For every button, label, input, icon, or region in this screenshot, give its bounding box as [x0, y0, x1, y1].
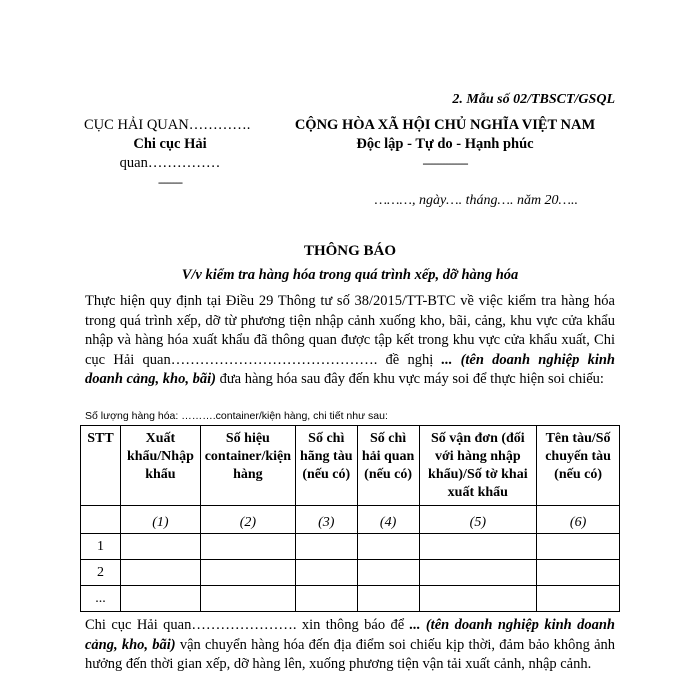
table-row [81, 560, 620, 586]
column-number: (1) [120, 506, 200, 534]
closing-italic: ... (tên doanh nghiệp kinh doanh cảng, kho, bãi) [85, 617, 615, 653]
table-cell [537, 586, 620, 612]
table-cell [357, 534, 419, 560]
column-number-row [81, 506, 620, 534]
quantity-line: Số lượng hàng hóa: ……….container/kiện hàng, chi tiết như sau: [85, 410, 388, 422]
table-header-row [81, 426, 620, 506]
closing-paragraph [85, 616, 615, 675]
table-cell [419, 586, 537, 612]
closing-text-2: vận chuyển hàng hóa đến địa điểm soi chiếu kịp thời, đảm bảo không ảnh hưởng đến thời gian xếp, dỡ hàng lên, xuống phương tiện vận tải xuất cảnh, nhập cảnh. [85, 636, 615, 672]
header-import-export: Xuất khẩu/Nhập khẩu [120, 426, 200, 506]
column-number [81, 506, 121, 534]
column-number: (2) [200, 506, 295, 534]
column-number: (5) [419, 506, 537, 534]
form-number: 2. Mẫu số 02/TBSCT/GSQL [452, 92, 615, 107]
agency-separator: -------- [158, 175, 182, 189]
closing-text-1: Chi cục Hải quan…………………. xin thông báo để [85, 617, 410, 633]
table-cell [200, 586, 295, 612]
table-cell [120, 586, 200, 612]
table-cell [200, 560, 295, 586]
agency-header [60, 116, 280, 192]
sub-agency-name: Chi cục Hải [133, 136, 207, 152]
table-cell [537, 534, 620, 560]
agency-name: CỤC HẢI QUAN…………. [84, 117, 251, 133]
row-number: ... [81, 586, 121, 612]
header-container-number: Số hiệu container/kiện hàng [200, 426, 295, 506]
table-cell [357, 560, 419, 586]
table-cell [120, 560, 200, 586]
table-row [81, 534, 620, 560]
intro-text-1: Thực hiện quy định tại Điều 29 Thông tư số 38/2015/TT-BTC về việc kiểm tra hàng hóa trong quá trình xếp, dỡ từ phương tiện nhập cảnh xuống kho, bãi, cảng, khu vực cửa khẩu nhập và hàng hóa xuất khẩu đã thông quan được tập kết trong khu vực cửa khẩu xuất, Chi cục Hải quan……………………………………. đề nghị [85, 293, 615, 368]
header-vessel-voyage: Tên tàu/Số chuyến tàu (nếu có) [537, 426, 620, 506]
table-cell [295, 586, 357, 612]
table-row [81, 586, 620, 612]
column-number: (4) [357, 506, 419, 534]
header-carrier-seal: Số chì hãng tàu (nếu có) [295, 426, 357, 506]
goods-table [80, 425, 620, 612]
document-subtitle: V/v kiểm tra hàng hóa trong quá trình xếp, dỡ hàng hóa [181, 267, 519, 283]
row-number: 1 [81, 534, 121, 560]
table-cell [537, 560, 620, 586]
table-cell [419, 534, 537, 560]
table-cell [295, 560, 357, 586]
intro-text-2: đưa hàng hóa sau đây đến khu vực máy soi để thực hiện soi chiếu: [215, 371, 604, 387]
motto-separator: --------------- [422, 156, 468, 170]
national-header [260, 116, 630, 173]
row-number: 2 [81, 560, 121, 586]
national-motto: Độc lập - Tự do - Hạnh phúc [356, 136, 534, 152]
intro-paragraph [85, 292, 615, 390]
country-name: CỘNG HÒA XÃ HỘI CHỦ NGHĨA VIỆT NAM [294, 117, 596, 133]
header-bill-declaration: Số vận đơn (đối với hàng nhập khẩu)/Số tờ khai xuất khẩu [419, 426, 537, 506]
document-title: THÔNG BÁO [303, 243, 397, 259]
table-cell [295, 534, 357, 560]
column-number: (3) [295, 506, 357, 534]
header-customs-seal: Số chì hải quan (nếu có) [357, 426, 419, 506]
table-cell [419, 560, 537, 586]
table-cell [120, 534, 200, 560]
column-number: (6) [537, 506, 620, 534]
sub-agency-blank: quan…………… [119, 155, 221, 171]
table-cell [200, 534, 295, 560]
date-line: ………, ngày…. tháng…. năm 20….. [374, 193, 578, 208]
header-stt: STT [81, 426, 121, 506]
table-cell [357, 586, 419, 612]
intro-italic: ... (tên doanh nghiệp kinh doanh cảng, kho, bãi) [85, 351, 615, 387]
